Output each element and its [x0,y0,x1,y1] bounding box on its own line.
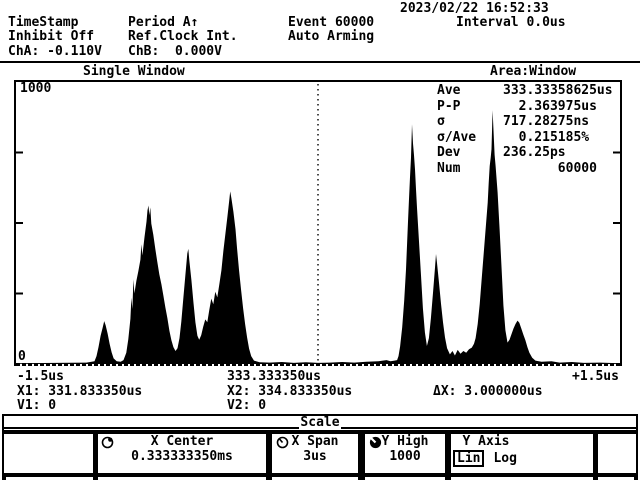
softkey-label: Y High [381,434,429,449]
mode-label: TimeStamp [8,15,79,30]
softkey-x-center[interactable] [98,434,266,473]
stat-value: 333.33358625us [503,83,613,98]
cha-level: ChA: -0.110V [8,44,102,59]
stat-label: σ/Ave [437,129,477,145]
marker-v1: V1: 0 [17,398,57,413]
arming-status: Auto Arming [288,29,375,44]
event-count: Event 60000 [288,15,375,30]
stat-label: Num [437,160,461,176]
marker-dx: ΔX: 3.000000us [433,384,543,399]
y-min-label: 0 [18,349,26,364]
option-lin-selected[interactable]: Lin [453,450,484,467]
window-mode-title: Single Window [83,64,185,79]
softkey-label: Y Axis [462,434,510,449]
softkey-blank-left[interactable] [4,434,93,473]
stat-row-dev [437,146,613,162]
softkey-label: X Span [291,434,339,449]
histogram-plot [14,80,622,366]
ref-clock-status: Ref.Clock Int. [128,29,238,44]
statistics-panel [437,84,613,178]
softkey-value: 3us [303,449,327,464]
softkey-label: X Center [150,434,214,449]
stat-value: 60000 [503,160,597,176]
stat-value: 0.215185% [503,129,590,145]
stat-row-pp [437,100,613,116]
y-max-label: 1000 [20,81,52,96]
stat-row-ave [437,84,613,100]
stat-row-num [437,162,613,178]
header-separator [0,61,640,63]
menu-title-bar [2,414,638,432]
x-axis-center-label: 333.333350us [227,369,321,384]
stat-row-sigma [437,115,613,131]
area-window-label: Area:Window [490,64,577,79]
softkey-x-span[interactable] [272,434,358,473]
function-label: Period A↑ [128,15,199,30]
marker-v2: V2: 0 [227,398,267,413]
option-log[interactable]: Log [493,451,517,466]
stat-value: 236.25ps [503,145,566,161]
stat-value: 2.363975us [503,98,597,114]
y-axis-group [453,435,519,467]
interval-value: Interval 0.0us [456,15,566,30]
stat-row-sigma-ave [437,131,613,147]
marker-x1: X1: 331.833350us [17,384,143,399]
inhibit-status: Inhibit Off [8,29,95,44]
softkey-blank-right[interactable] [598,434,632,473]
datetime: 2023/02/22 16:52:33 [400,1,549,16]
softkey-divider [358,434,365,473]
stat-label: Ave [437,83,461,98]
stat-label: P-P [437,98,461,114]
marker-x2: X2: 334.833350us [227,384,353,399]
softkey-y-high[interactable] [365,434,445,473]
stat-value: 717.28275ns [503,114,590,130]
menu-title: Scale [300,415,340,430]
x-axis-right-label: +1.5us [572,369,619,384]
stat-label: σ [437,114,445,130]
softkey-row [2,432,638,477]
x-axis-left-label: -1.5us [17,369,64,384]
stat-label: Dev [437,145,461,161]
chb-level: ChB: 0.000V [128,44,222,59]
softkey-y-axis[interactable] [451,434,593,473]
softkey-value: 1000 [389,449,421,464]
softkey-value: 0.333333350ms [131,449,233,464]
